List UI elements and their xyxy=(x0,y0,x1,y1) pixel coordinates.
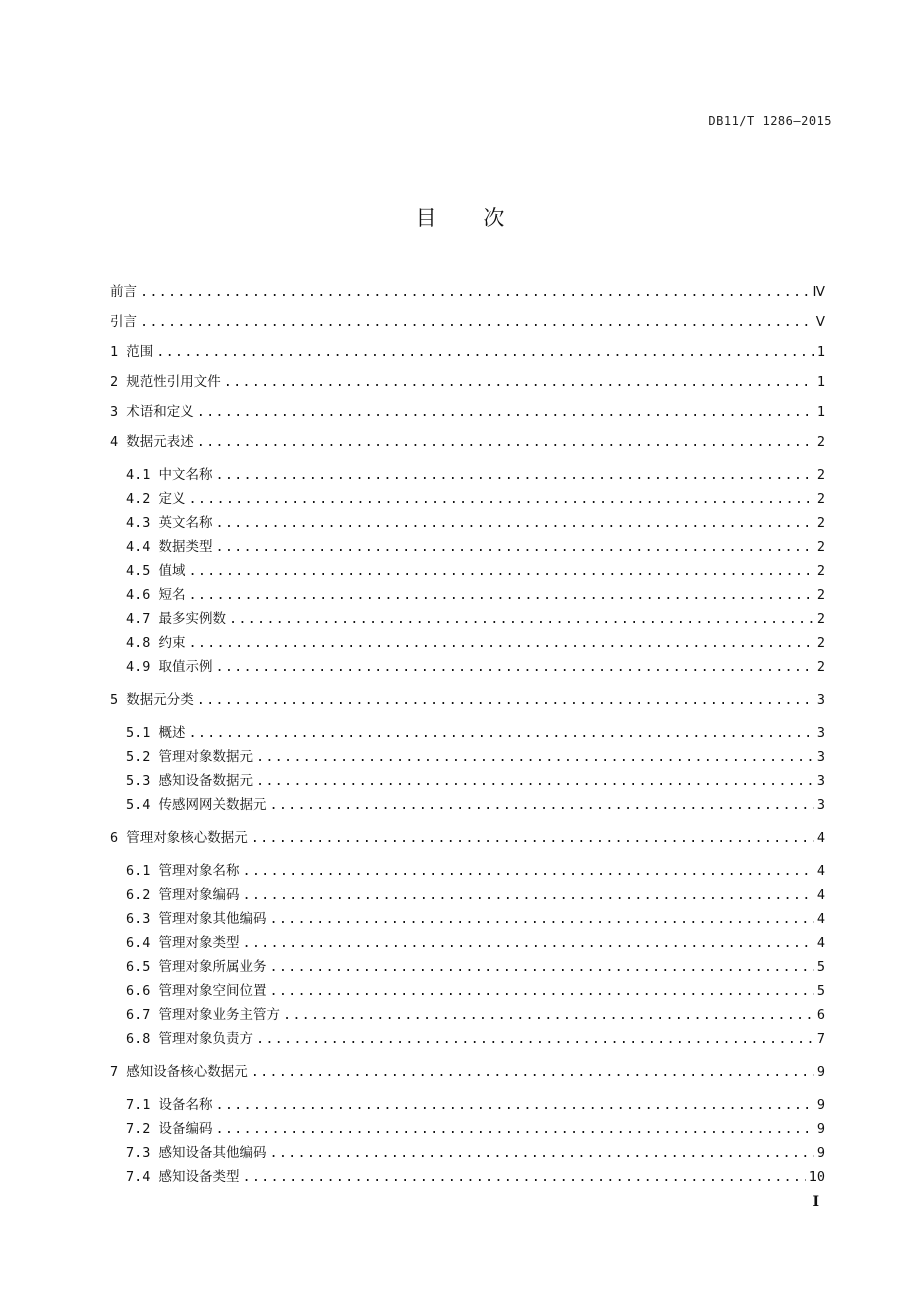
toc-entry-page: 2 xyxy=(816,611,825,627)
toc-dot-leader xyxy=(270,955,814,979)
toc-entry-number: 4.1 xyxy=(126,467,151,483)
toc-dot-leader xyxy=(197,685,814,715)
toc-entry[interactable] xyxy=(110,1027,825,1051)
toc-entry-label: 数据元分类 xyxy=(126,692,194,708)
toc-entry-page: 4 xyxy=(816,935,825,951)
toc-dot-leader xyxy=(216,1117,814,1141)
toc-entry-number: 7.1 xyxy=(126,1097,151,1113)
toc-entry-number: 6.2 xyxy=(126,887,151,903)
toc-entry-spacer xyxy=(118,427,126,457)
toc-entry-page: 9 xyxy=(816,1097,825,1113)
toc-entry-number: 5.3 xyxy=(126,773,151,789)
toc-entry-label: 概述 xyxy=(158,725,186,741)
toc-entry-spacer xyxy=(118,337,126,367)
toc-entry-spacer xyxy=(118,823,126,853)
toc-entry-label: 值域 xyxy=(158,563,186,579)
toc-entry-page: 2 xyxy=(816,434,825,450)
toc-entry-spacer xyxy=(150,907,158,931)
toc-entry-label: 感知设备类型 xyxy=(158,1169,240,1185)
toc-entry-spacer xyxy=(150,745,158,769)
toc-entry-label: 设备名称 xyxy=(158,1097,213,1113)
toc-entry[interactable] xyxy=(110,397,825,427)
toc-entry-page: 2 xyxy=(816,587,825,603)
toc-entry-number: 6.1 xyxy=(126,863,151,879)
toc-dot-leader xyxy=(197,397,814,427)
toc-dot-leader xyxy=(256,769,814,793)
toc-entry-label: 取值示例 xyxy=(158,659,213,675)
toc-entry-number: 5.2 xyxy=(126,749,151,765)
toc-entry-page: 3 xyxy=(816,692,825,708)
toc-entry-label: 术语和定义 xyxy=(126,404,194,420)
toc-entry-label: 管理对象空间位置 xyxy=(158,983,267,999)
toc-entry-page: 2 xyxy=(816,539,825,555)
toc-entry[interactable] xyxy=(110,1093,825,1117)
toc-entry-page: 1 xyxy=(816,404,825,420)
toc-dot-leader xyxy=(189,721,814,745)
toc-entry-number: 6.6 xyxy=(126,983,151,999)
toc-entry-page: 4 xyxy=(816,887,825,903)
toc-entry-spacer xyxy=(150,511,158,535)
toc-entry-page: 9 xyxy=(816,1121,825,1137)
toc-entry-number: 7.2 xyxy=(126,1121,151,1137)
toc-dot-leader xyxy=(270,907,814,931)
toc-dot-leader xyxy=(216,463,814,487)
toc-entry[interactable] xyxy=(110,685,825,715)
toc-dot-leader xyxy=(243,859,814,883)
toc-entry-label: 英文名称 xyxy=(158,515,213,531)
toc-dot-leader xyxy=(189,559,814,583)
toc-entry[interactable] xyxy=(110,955,825,979)
toc-entry-spacer xyxy=(150,1093,158,1117)
toc-entry-number: 4 xyxy=(110,434,119,450)
toc-dot-leader xyxy=(243,1165,806,1189)
toc-entry[interactable] xyxy=(110,511,825,535)
toc-entry-page: 10 xyxy=(808,1169,825,1185)
toc-entry[interactable] xyxy=(110,535,825,559)
toc-dot-leader xyxy=(189,487,814,511)
toc-entry-number: 6 xyxy=(110,830,119,846)
toc-entry-page: Ⅳ xyxy=(812,284,825,300)
toc-entry-number: 4.8 xyxy=(126,635,151,651)
toc-dot-leader xyxy=(256,1027,814,1051)
toc-entry-page: 1 xyxy=(816,374,825,390)
toc-entry-page: 4 xyxy=(816,863,825,879)
toc-entry[interactable] xyxy=(110,277,825,307)
toc-entry-spacer xyxy=(150,955,158,979)
toc-entry-page: 3 xyxy=(816,797,825,813)
toc-entry-number: 7.4 xyxy=(126,1169,151,1185)
toc-entry-label: 数据类型 xyxy=(158,539,213,555)
toc-entry[interactable] xyxy=(110,1117,825,1141)
toc-dot-leader xyxy=(256,745,814,769)
toc-dot-leader xyxy=(283,1003,814,1027)
toc-entry-number: 4.5 xyxy=(126,563,151,579)
toc-entry-page: 2 xyxy=(816,635,825,651)
toc-entry-spacer xyxy=(118,397,126,427)
toc-entry-label: 设备编码 xyxy=(158,1121,213,1137)
toc-entry-label: 管理对象其他编码 xyxy=(158,911,267,927)
toc-entry-spacer xyxy=(150,655,158,679)
toc-entry-label: 感知设备核心数据元 xyxy=(126,1064,248,1080)
toc-entry-label: 前言 xyxy=(110,284,137,300)
toc-entry[interactable] xyxy=(110,745,825,769)
toc-entry-label: 管理对象核心数据元 xyxy=(126,830,248,846)
toc-entry-label: 传感网网关数据元 xyxy=(158,797,267,813)
page-number: I xyxy=(812,1194,819,1210)
toc-entry[interactable] xyxy=(110,1141,825,1165)
toc-entry-page: 4 xyxy=(816,911,825,927)
toc-entry-label: 最多实例数 xyxy=(158,611,227,627)
toc-entry-spacer xyxy=(150,559,158,583)
toc-entry-number: 1 xyxy=(110,344,119,360)
toc-entry-number: 4.6 xyxy=(126,587,151,603)
toc-entry[interactable] xyxy=(110,631,825,655)
toc-entry-spacer xyxy=(150,1003,158,1027)
toc-entry[interactable] xyxy=(110,721,825,745)
toc-dot-leader xyxy=(140,307,813,337)
table-of-contents xyxy=(110,277,825,1189)
toc-entry-spacer xyxy=(150,535,158,559)
toc-dot-leader xyxy=(270,793,814,817)
toc-entry-label: 规范性引用文件 xyxy=(126,374,221,390)
toc-dot-leader xyxy=(229,607,814,631)
toc-entry-spacer xyxy=(150,1027,158,1051)
toc-entry-page: 2 xyxy=(816,659,825,675)
toc-entry[interactable] xyxy=(110,859,825,883)
toc-dot-leader xyxy=(243,931,814,955)
toc-dot-leader xyxy=(216,535,814,559)
toc-entry-number: 4.2 xyxy=(126,491,151,507)
toc-entry-label: 管理对象名称 xyxy=(158,863,240,879)
toc-entry[interactable] xyxy=(110,907,825,931)
toc-entry-page: 2 xyxy=(816,491,825,507)
toc-entry-page: 5 xyxy=(816,959,825,975)
toc-entry[interactable] xyxy=(110,307,825,337)
toc-entry-page: 5 xyxy=(816,983,825,999)
toc-entry[interactable] xyxy=(110,427,825,457)
toc-entry[interactable] xyxy=(110,1165,825,1189)
toc-entry-label: 管理对象业务主管方 xyxy=(158,1007,281,1023)
toc-dot-leader xyxy=(189,631,814,655)
toc-dot-leader xyxy=(224,367,814,397)
toc-entry[interactable] xyxy=(110,769,825,793)
toc-entry-page: 9 xyxy=(816,1145,825,1161)
toc-dot-leader xyxy=(270,1141,814,1165)
toc-entry-number: 5 xyxy=(110,692,119,708)
toc-entry[interactable] xyxy=(110,607,825,631)
toc-dot-leader xyxy=(251,823,814,853)
toc-entry-label: 管理对象数据元 xyxy=(158,749,254,765)
toc-entry-page: 3 xyxy=(816,725,825,741)
toc-entry-number: 7 xyxy=(110,1064,119,1080)
toc-entry-spacer xyxy=(150,1117,158,1141)
toc-entry-page: 7 xyxy=(816,1031,825,1047)
toc-entry-page: 9 xyxy=(816,1064,825,1080)
toc-dot-leader xyxy=(197,427,814,457)
document-code: DB11/T 1286—2015 xyxy=(708,114,832,128)
toc-entry-page: 2 xyxy=(816,467,825,483)
toc-entry-label: 约束 xyxy=(158,635,186,651)
toc-entry[interactable] xyxy=(110,463,825,487)
toc-entry[interactable] xyxy=(110,559,825,583)
toc-dot-leader xyxy=(251,1057,814,1087)
toc-entry-spacer xyxy=(118,1057,126,1087)
toc-entry-spacer xyxy=(150,931,158,955)
toc-dot-leader xyxy=(156,337,814,367)
toc-dot-leader xyxy=(270,979,814,1003)
toc-entry-number: 3 xyxy=(110,404,119,420)
toc-dot-leader xyxy=(243,883,814,907)
toc-entry-spacer xyxy=(150,607,158,631)
toc-entry-page: 3 xyxy=(816,749,825,765)
toc-entry-page: 1 xyxy=(816,344,825,360)
toc-entry-label: 中文名称 xyxy=(158,467,213,483)
toc-entry-number: 4.3 xyxy=(126,515,151,531)
toc-entry-spacer xyxy=(150,463,158,487)
toc-dot-leader xyxy=(189,583,814,607)
toc-entry-label: 短名 xyxy=(158,587,186,603)
toc-entry-number: 6.4 xyxy=(126,935,151,951)
toc-entry-number: 6.7 xyxy=(126,1007,151,1023)
toc-entry-spacer xyxy=(150,487,158,511)
toc-entry-spacer xyxy=(150,769,158,793)
page-title: 目 次 xyxy=(415,206,525,230)
toc-entry-spacer xyxy=(150,1165,158,1189)
toc-entry[interactable] xyxy=(110,823,825,853)
toc-entry-number: 7.3 xyxy=(126,1145,151,1161)
toc-entry-spacer xyxy=(150,883,158,907)
toc-entry-spacer xyxy=(150,631,158,655)
toc-entry[interactable] xyxy=(110,1003,825,1027)
toc-entry-page: 4 xyxy=(816,830,825,846)
toc-entry-page: 2 xyxy=(816,515,825,531)
toc-entry-label: 范围 xyxy=(126,344,154,360)
toc-entry-label: 感知设备其他编码 xyxy=(158,1145,267,1161)
toc-entry-number: 6.3 xyxy=(126,911,151,927)
toc-entry-number: 6.5 xyxy=(126,959,151,975)
toc-entry-number: 4.9 xyxy=(126,659,151,675)
toc-entry-spacer xyxy=(150,793,158,817)
toc-entry[interactable] xyxy=(110,883,825,907)
toc-dot-leader xyxy=(216,655,814,679)
toc-entry-label: 感知设备数据元 xyxy=(158,773,254,789)
toc-entry[interactable] xyxy=(110,979,825,1003)
toc-entry-spacer xyxy=(150,979,158,1003)
toc-entry[interactable] xyxy=(110,931,825,955)
toc-entry-label: 引言 xyxy=(110,314,137,330)
toc-entry-spacer xyxy=(150,721,158,745)
toc-entry-spacer xyxy=(150,1141,158,1165)
toc-entry-spacer xyxy=(118,685,126,715)
toc-entry-number: 4.7 xyxy=(126,611,151,627)
toc-entry-page: 6 xyxy=(816,1007,825,1023)
toc-entry-spacer xyxy=(118,367,126,397)
toc-entry-number: 2 xyxy=(110,374,119,390)
toc-entry-label: 定义 xyxy=(158,491,186,507)
toc-entry-spacer xyxy=(150,859,158,883)
toc-entry[interactable] xyxy=(110,487,825,511)
toc-entry-number: 4.4 xyxy=(126,539,151,555)
toc-dot-leader xyxy=(216,511,814,535)
toc-entry[interactable] xyxy=(110,1057,825,1087)
toc-dot-leader xyxy=(140,277,810,307)
toc-entry[interactable] xyxy=(110,337,825,367)
toc-entry-number: 5.1 xyxy=(126,725,151,741)
toc-entry[interactable] xyxy=(110,793,825,817)
toc-entry-page: 2 xyxy=(816,563,825,579)
toc-entry-label: 管理对象编码 xyxy=(158,887,240,903)
toc-entry[interactable] xyxy=(110,583,825,607)
toc-entry-label: 管理对象负责方 xyxy=(158,1031,254,1047)
toc-entry-number: 5.4 xyxy=(126,797,151,813)
toc-entry-label: 数据元表述 xyxy=(126,434,194,450)
toc-entry[interactable] xyxy=(110,655,825,679)
toc-entry-number: 6.8 xyxy=(126,1031,151,1047)
toc-entry-label: 管理对象所属业务 xyxy=(158,959,267,975)
toc-dot-leader xyxy=(216,1093,814,1117)
toc-entry[interactable] xyxy=(110,367,825,397)
toc-entry-label: 管理对象类型 xyxy=(158,935,240,951)
toc-entry-spacer xyxy=(150,583,158,607)
toc-entry-page: Ⅴ xyxy=(815,314,825,330)
toc-entry-page: 3 xyxy=(816,773,825,789)
